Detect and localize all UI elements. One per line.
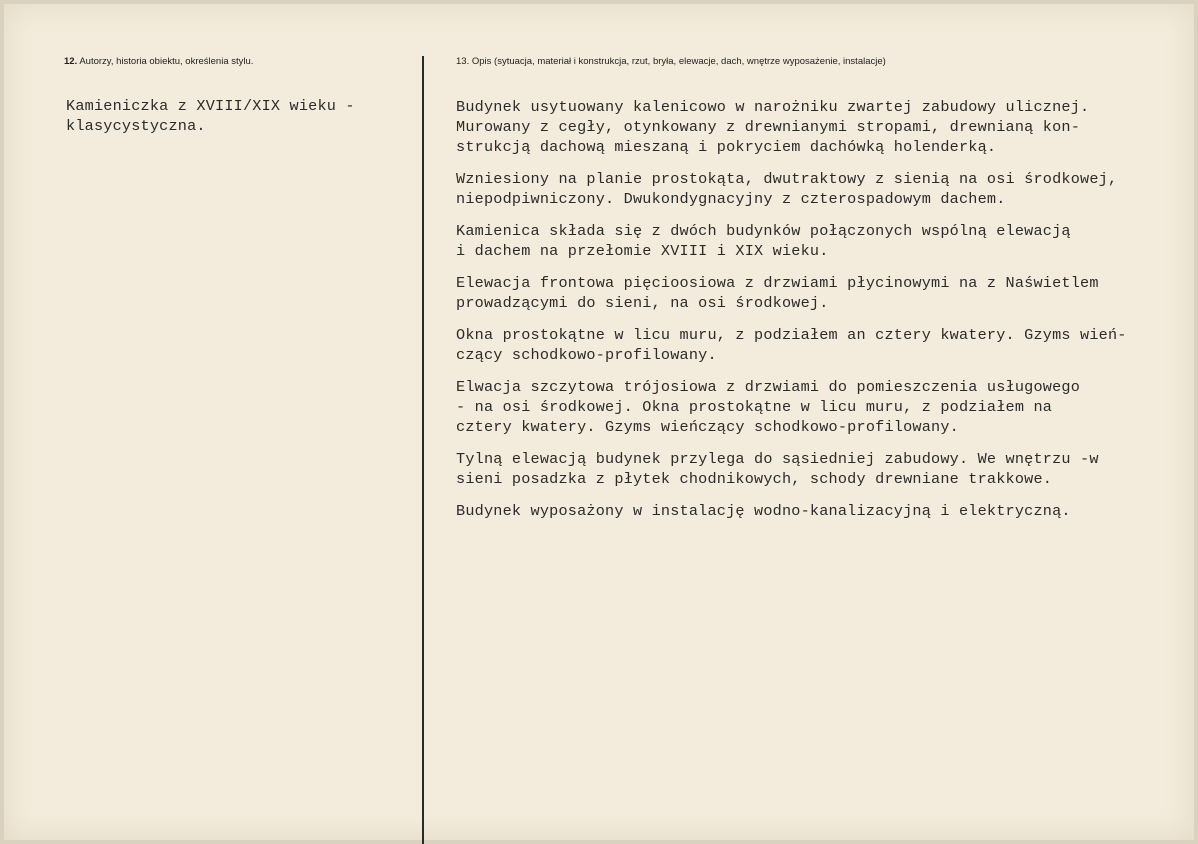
description-text [456, 97, 1127, 533]
text-line: - na osi środkowej. Okna prostokątne w licu muru, z podziałem na [456, 398, 1053, 416]
section-12-header [64, 56, 253, 67]
paragraph [456, 273, 1127, 313]
text-line: Elewacja frontowa pięcioosiowa z drzwiami płycinowymi na z Naświetlem [456, 274, 1099, 292]
record-card [4, 4, 1194, 840]
paragraph [456, 97, 1127, 157]
section-12-title: Autorzy, historia obiektu, określenia stylu. [79, 56, 254, 67]
text-line: Wzniesiony na planie prostokąta, dwutraktowy z sienią na osi środkowej, [456, 170, 1118, 188]
paragraph [456, 221, 1127, 261]
text-line: czący schodkowo-profilowany. [456, 346, 717, 364]
text-line: Murowany z cegły, otynkowany z drewnianymi stropami, drewnianą kon- [456, 118, 1081, 136]
column-divider [422, 56, 424, 844]
section-12-number: 12. [64, 56, 78, 67]
text-line: strukcją dachową mieszaną i pokryciem dachówką holenderką. [456, 138, 997, 156]
paragraph [456, 377, 1127, 437]
text-line: Budynek usytuowany kalenicowo w narożniku zwartej zabudowy ulicznej. [456, 98, 1090, 116]
text-line: Kamieniczka z XVIII/XIX wieku - [66, 97, 355, 115]
paragraph [66, 96, 355, 136]
paragraph [456, 501, 1127, 521]
text-line: Kamienica składa się z dwóch budynków połączonych wspólną elewacją [456, 222, 1071, 240]
section-13-header [456, 56, 886, 67]
text-line: i dachem na przełomie XVIII i XIX wieku. [456, 242, 829, 260]
text-line: klasycystyczna. [66, 117, 206, 135]
paragraph [456, 325, 1127, 365]
text-line: Tylną elewacją budynek przylega do sąsiedniej zabudowy. We wnętrzu -w [456, 450, 1099, 468]
section-13-number: 13. [456, 56, 470, 67]
paragraph [456, 449, 1127, 489]
text-line: Budynek wyposażony w instalację wodno-kanalizacyjną i elektryczną. [456, 502, 1071, 520]
text-line: Okna prostokątne w licu muru, z podziałem an cztery kwatery. Gzyms wień- [456, 326, 1127, 344]
authors-history-text [66, 96, 355, 148]
text-line: niepodpiwniczony. Dwukondygnacyjny z czterospadowym dachem. [456, 190, 1006, 208]
text-line: prowadzącymi do sieni, na osi środkowej. [456, 294, 829, 312]
text-line: sieni posadzka z płytek chodnikowych, schody drewniane trakkowe. [456, 470, 1053, 488]
text-line: cztery kwatery. Gzyms wieńczący schodkowo-profilowany. [456, 418, 959, 436]
section-13-title: Opis (sytuacja, materiał i konstrukcja, rzut, bryła, elewacje, dach, wnętrze wyposażenie, instalacje) [471, 56, 886, 67]
paragraph [456, 169, 1127, 209]
text-line: Elwacja szczytowa trójosiowa z drzwiami do pomieszczenia usługowego [456, 378, 1081, 396]
